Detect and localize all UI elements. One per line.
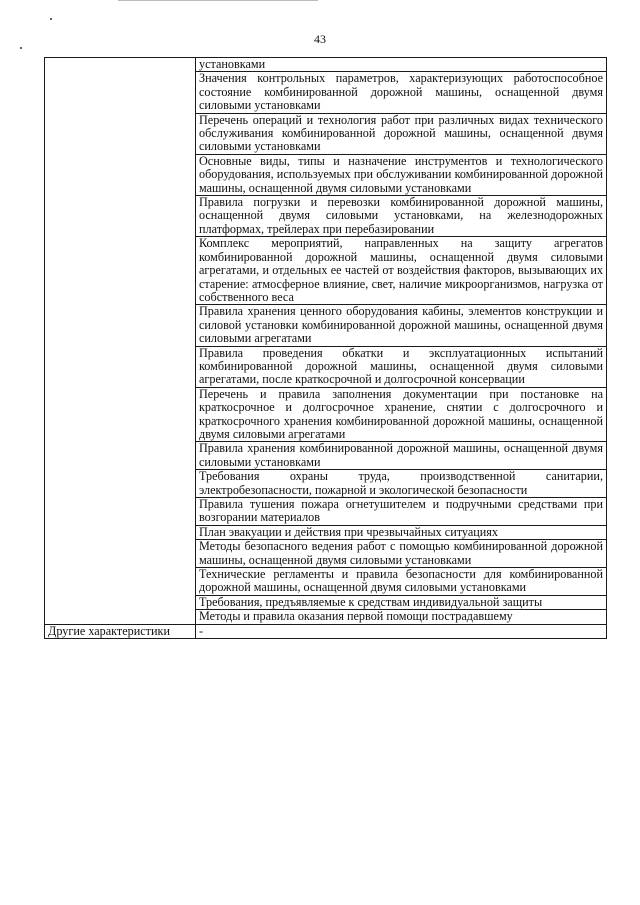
- table-row: [45, 525, 607, 539]
- requirement-text: Методы безопасного ведения работ с помощью комбинированной дорожной машины, оснащенной двумя силовыми установками: [199, 539, 603, 567]
- empty-label-cell: [45, 346, 196, 387]
- requirement-cell: [196, 568, 607, 596]
- table-row: [45, 58, 607, 72]
- requirement-text: Правила погрузки и перевозки комбинированной дорожной машины, оснащенной двумя силовыми установками, на железнодорожных платформах, трейлерах при перебазировании: [199, 195, 603, 236]
- requirement-cell: [196, 595, 607, 609]
- requirement-cell: [196, 610, 607, 624]
- requirement-text: Технические регламенты и правила безопасности для комбинированной дорожной машины, оснащенной двумя силовыми установками: [199, 567, 603, 595]
- requirement-cell: [196, 525, 607, 539]
- empty-label-cell: [45, 610, 196, 624]
- requirement-text: Правила хранения комбинированной дорожной машины, оснащенной двумя силовыми установками: [199, 441, 603, 469]
- requirement-text: Правила тушения пожара огнетушителем и подручными средствами при возгорании материалов: [199, 497, 603, 525]
- other-characteristics-label: Другие характеристики: [45, 624, 196, 638]
- table-row: [45, 237, 607, 305]
- empty-label-cell: [45, 470, 196, 498]
- table-row: [45, 595, 607, 609]
- requirement-cell: [196, 346, 607, 387]
- requirement-cell: [196, 154, 607, 195]
- scan-speck: [20, 47, 22, 49]
- empty-label-cell: [45, 305, 196, 346]
- table-row: [45, 154, 607, 195]
- table-row: [45, 540, 607, 568]
- requirement-cell: [196, 470, 607, 498]
- empty-label-cell: [45, 113, 196, 154]
- table-row: [45, 610, 607, 624]
- table-row: [45, 346, 607, 387]
- requirement-text: Значения контрольных параметров, характеризующих работоспособное состояние комбинированной дорожной машины, оснащенной двумя силовыми установками: [199, 71, 603, 113]
- empty-label-cell: [45, 196, 196, 237]
- scan-artifact-line: [118, 0, 318, 1]
- requirement-cell: [196, 387, 607, 442]
- page-number: 43: [314, 32, 326, 46]
- table-row: [45, 387, 607, 442]
- empty-label-cell: [45, 442, 196, 470]
- empty-label-cell: [45, 72, 196, 113]
- requirement-text: Методы и правила оказания первой помощи пострадавшему: [199, 609, 513, 624]
- scan-speck: [50, 18, 52, 20]
- table-row: [45, 305, 607, 346]
- requirements-table-body: [45, 58, 607, 639]
- empty-label-cell: [45, 237, 196, 305]
- table-row: [45, 442, 607, 470]
- requirement-cell: [196, 498, 607, 526]
- table-row: [45, 113, 607, 154]
- requirement-cell: [196, 72, 607, 113]
- requirement-text: Перечень и правила заполнения документации при постановке на краткосрочное и долгосрочное хранение, снятии с долгосрочного и краткосрочного хранения комбинированной дорожной машины, оснащенной двумя силовыми агрегатами: [199, 386, 603, 441]
- other-characteristics-value: -: [196, 624, 607, 638]
- requirement-text: Требования охраны труда, производственной санитарии, электробезопасности, пожарной и экологической безопасности: [199, 469, 603, 497]
- requirement-cell: [196, 305, 607, 346]
- empty-label-cell: [45, 595, 196, 609]
- requirement-text: Правила проведения обкатки и эксплуатационных испытаний комбинированной дорожной машины, оснащенной двумя силовыми агрегатами, после краткосрочной и долгосрочной консервации: [199, 345, 603, 387]
- empty-label-cell: [45, 525, 196, 539]
- table-row: [45, 498, 607, 526]
- requirement-text: Перечень операций и технология работ при различных видах технического обслуживания комбинированной дорожной машины, оснащенной двумя силовыми установками: [199, 112, 603, 154]
- empty-label-cell: [45, 540, 196, 568]
- requirement-text: План эвакуации и действия при чрезвычайных ситуациях: [199, 524, 498, 539]
- requirement-cell: [196, 113, 607, 154]
- table-row: [45, 196, 607, 237]
- empty-label-cell: [45, 498, 196, 526]
- requirement-text: Правила хранения ценного оборудования кабины, элементов конструкции и силовой установки комбинированной дорожной машины, оснащенной двумя силовыми агрегатами: [199, 304, 603, 346]
- requirement-cell: [196, 196, 607, 237]
- empty-label-cell: [45, 568, 196, 596]
- requirements-table: [44, 57, 607, 639]
- requirement-text: Требования, предъявляемые к средствам индивидуальной защиты: [199, 594, 543, 609]
- empty-label-cell: [45, 154, 196, 195]
- requirement-cell: [196, 237, 607, 305]
- table-row: [45, 568, 607, 596]
- requirement-text: Комплекс мероприятий, направленных на защиту агрегатов комбинированной дорожной машины, оснащенной двумя силовыми агрегатами, и отдельных ее частей от воздействия факторов, вызывающих их старение: атмосферное влияние, свет, наличие микроорганизмов, нагрузка от собственного веса: [199, 236, 603, 304]
- table-row: [45, 470, 607, 498]
- requirement-cell: [196, 442, 607, 470]
- requirement-text: Основные виды, типы и назначение инструментов и технологического оборудования, используемых при обслуживании комбинированной дорожной машины, оснащенной двумя силовыми установками: [199, 153, 603, 195]
- empty-label-cell: [45, 387, 196, 442]
- requirement-cell: [196, 540, 607, 568]
- empty-label-cell: [45, 58, 196, 72]
- table-row-other-characteristics: [45, 624, 607, 638]
- table-row: [45, 72, 607, 113]
- requirement-cell: [196, 58, 607, 72]
- requirement-text: установками: [199, 57, 266, 71]
